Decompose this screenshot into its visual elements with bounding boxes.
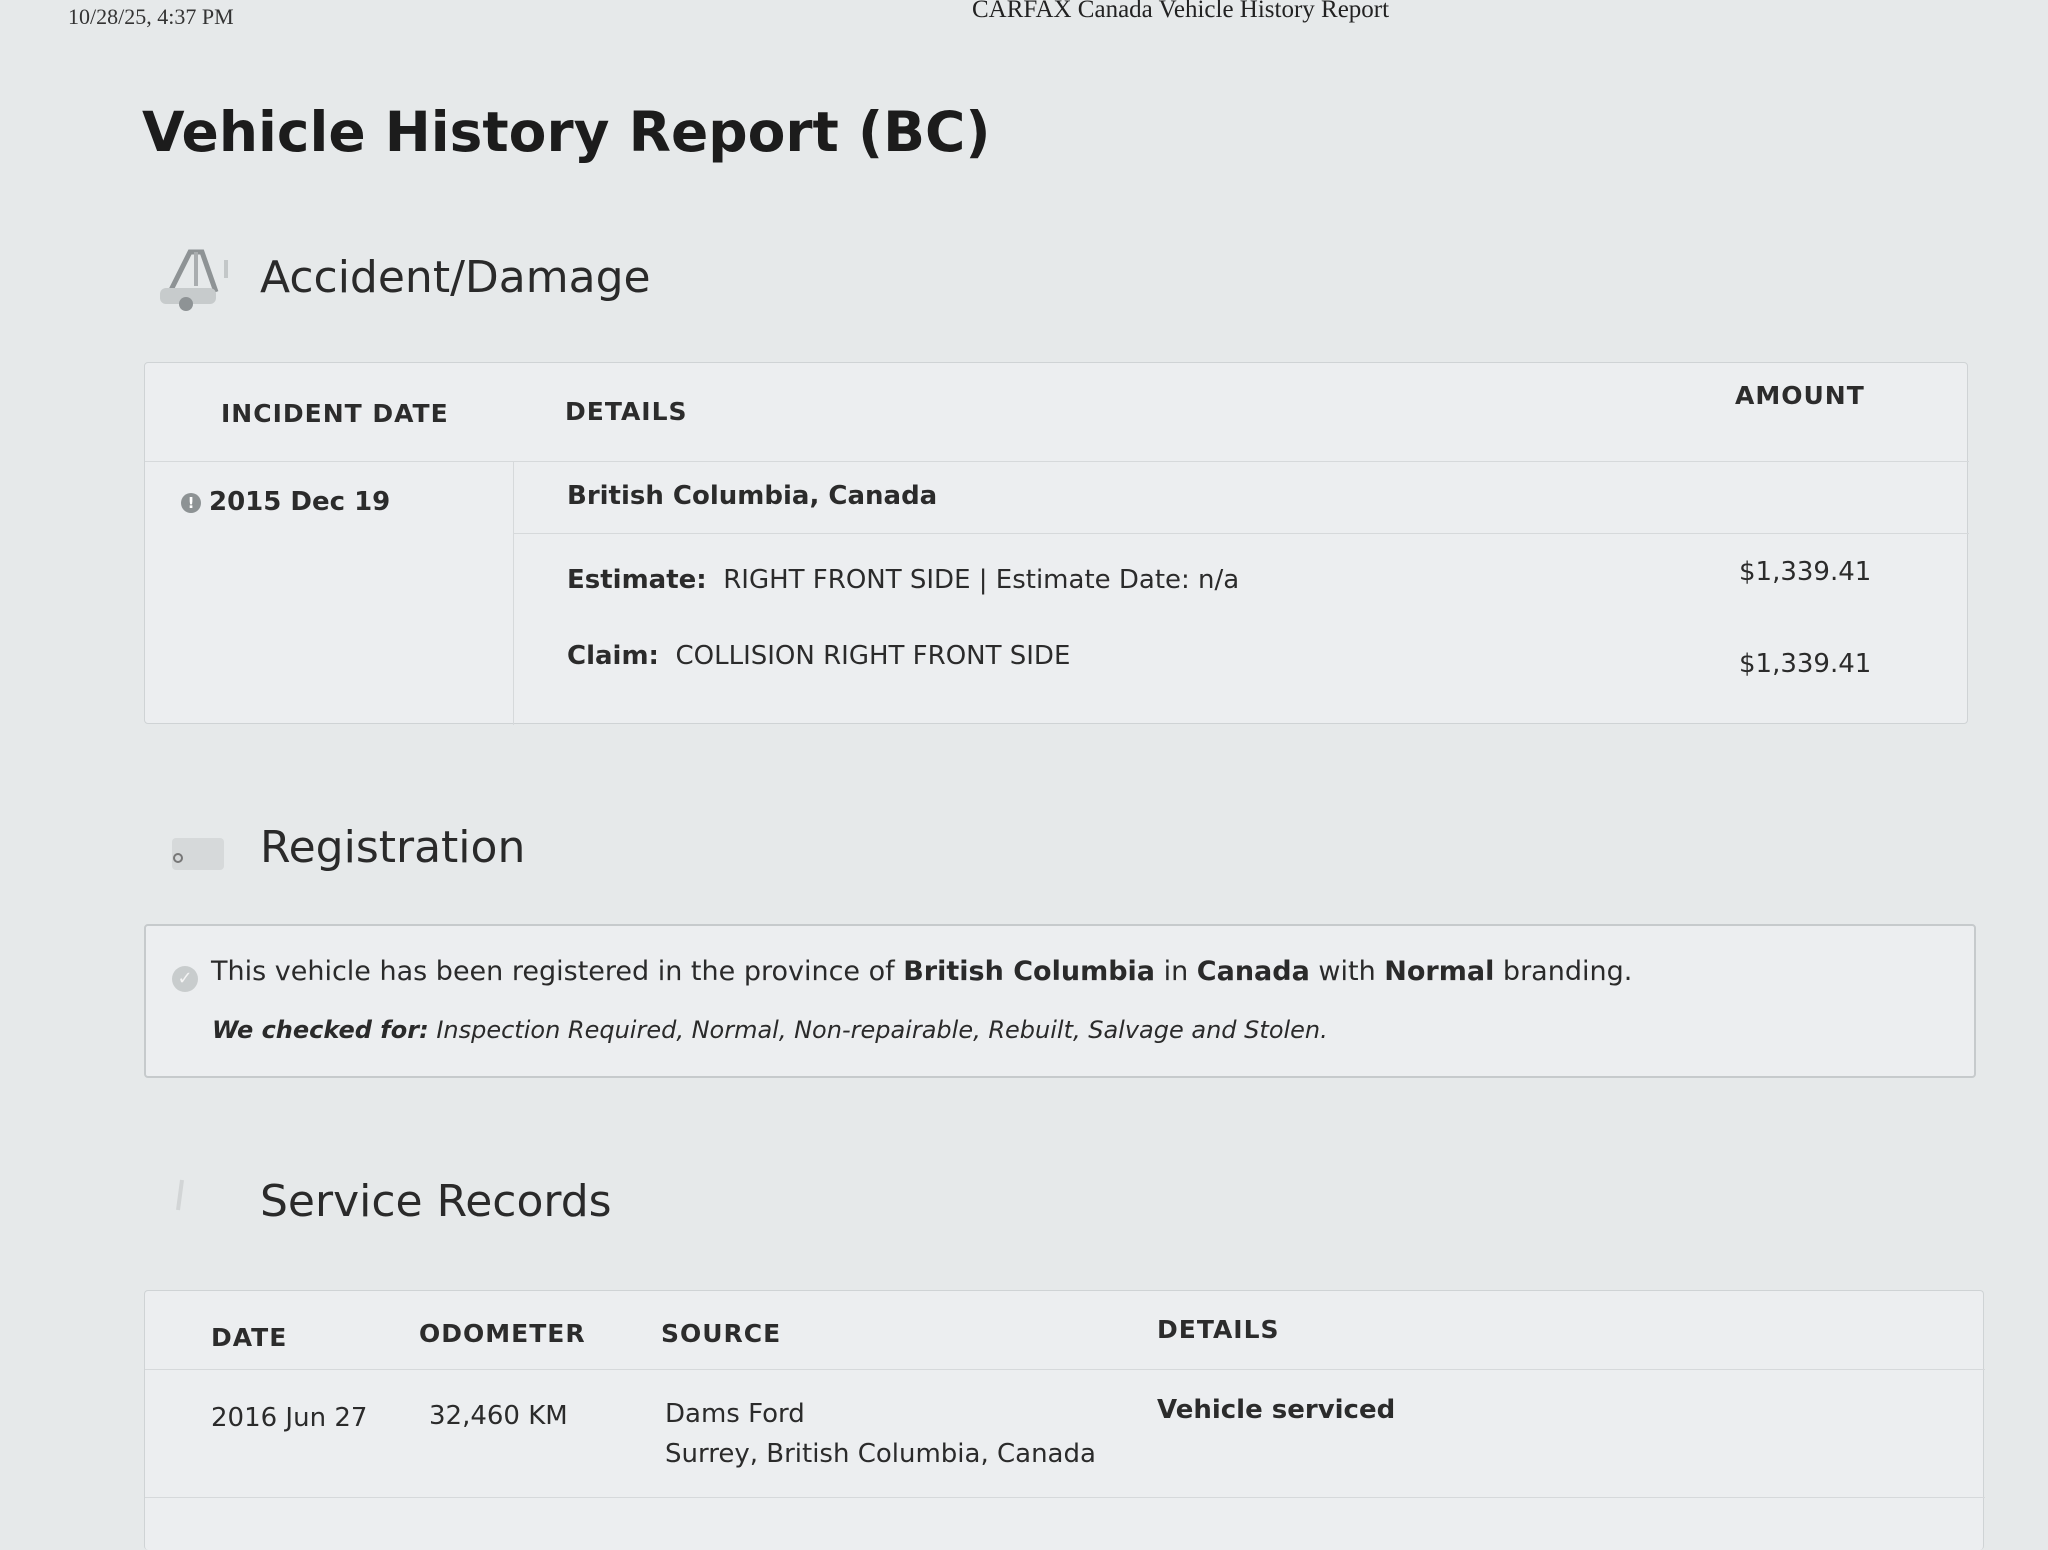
alert-icon: ! [181, 493, 201, 513]
service-table [144, 1290, 1984, 1550]
registration-box [144, 924, 1976, 1078]
source-header: SOURCE [661, 1319, 782, 1348]
print-header-title: CARFAX Canada Vehicle History Report [972, 0, 1390, 23]
amount-header: AMOUNT [1735, 381, 1865, 410]
service-details: Vehicle serviced [1157, 1395, 1396, 1425]
service-source-location: Surrey, British Columbia, Canada [665, 1439, 1096, 1469]
page-title: Vehicle History Report (BC) [142, 100, 991, 164]
claim-row: Claim: COLLISION RIGHT FRONT SIDE [567, 641, 1071, 671]
brands-checked: We checked for: Inspection Required, Normal, Non-repairable, Rebuilt, Salvage and Stolen. [212, 1016, 1328, 1044]
wrench-icon [168, 1176, 198, 1216]
check-circle-icon: ✓ [172, 966, 198, 992]
service-odometer: 32,460 KM [429, 1401, 568, 1431]
estimate-amount: $1,339.41 [1739, 557, 1872, 587]
incident-location: British Columbia, Canada [567, 481, 938, 511]
registration-section-title: Registration [260, 822, 526, 873]
service-date: 2016 Jun 27 [211, 1403, 368, 1433]
service-section-title: Service Records [260, 1176, 612, 1227]
incident-date: ! 2015 Dec 19 [181, 487, 390, 517]
claim-amount: $1,339.41 [1739, 649, 1872, 679]
registration-statement: This vehicle has been registered in the province of British Columbia in Canada with Normal branding. [211, 956, 1633, 987]
service-source-name: Dams Ford [665, 1399, 805, 1429]
accident-table [144, 362, 1968, 724]
estimate-row: Estimate: RIGHT FRONT SIDE | Estimate Date: n/a [567, 565, 1240, 595]
date-header: DATE [211, 1323, 288, 1352]
details-header: DETAILS [565, 397, 688, 426]
service-details-header: DETAILS [1157, 1315, 1280, 1344]
incident-date-header: INCIDENT DATE [221, 399, 449, 428]
registration-card-icon [164, 828, 228, 876]
odometer-header: ODOMETER [419, 1319, 586, 1348]
accident-section-title: Accident/Damage [260, 252, 651, 303]
tow-truck-icon [156, 242, 236, 318]
print-timestamp: 10/28/25, 4:37 PM [68, 4, 234, 29]
